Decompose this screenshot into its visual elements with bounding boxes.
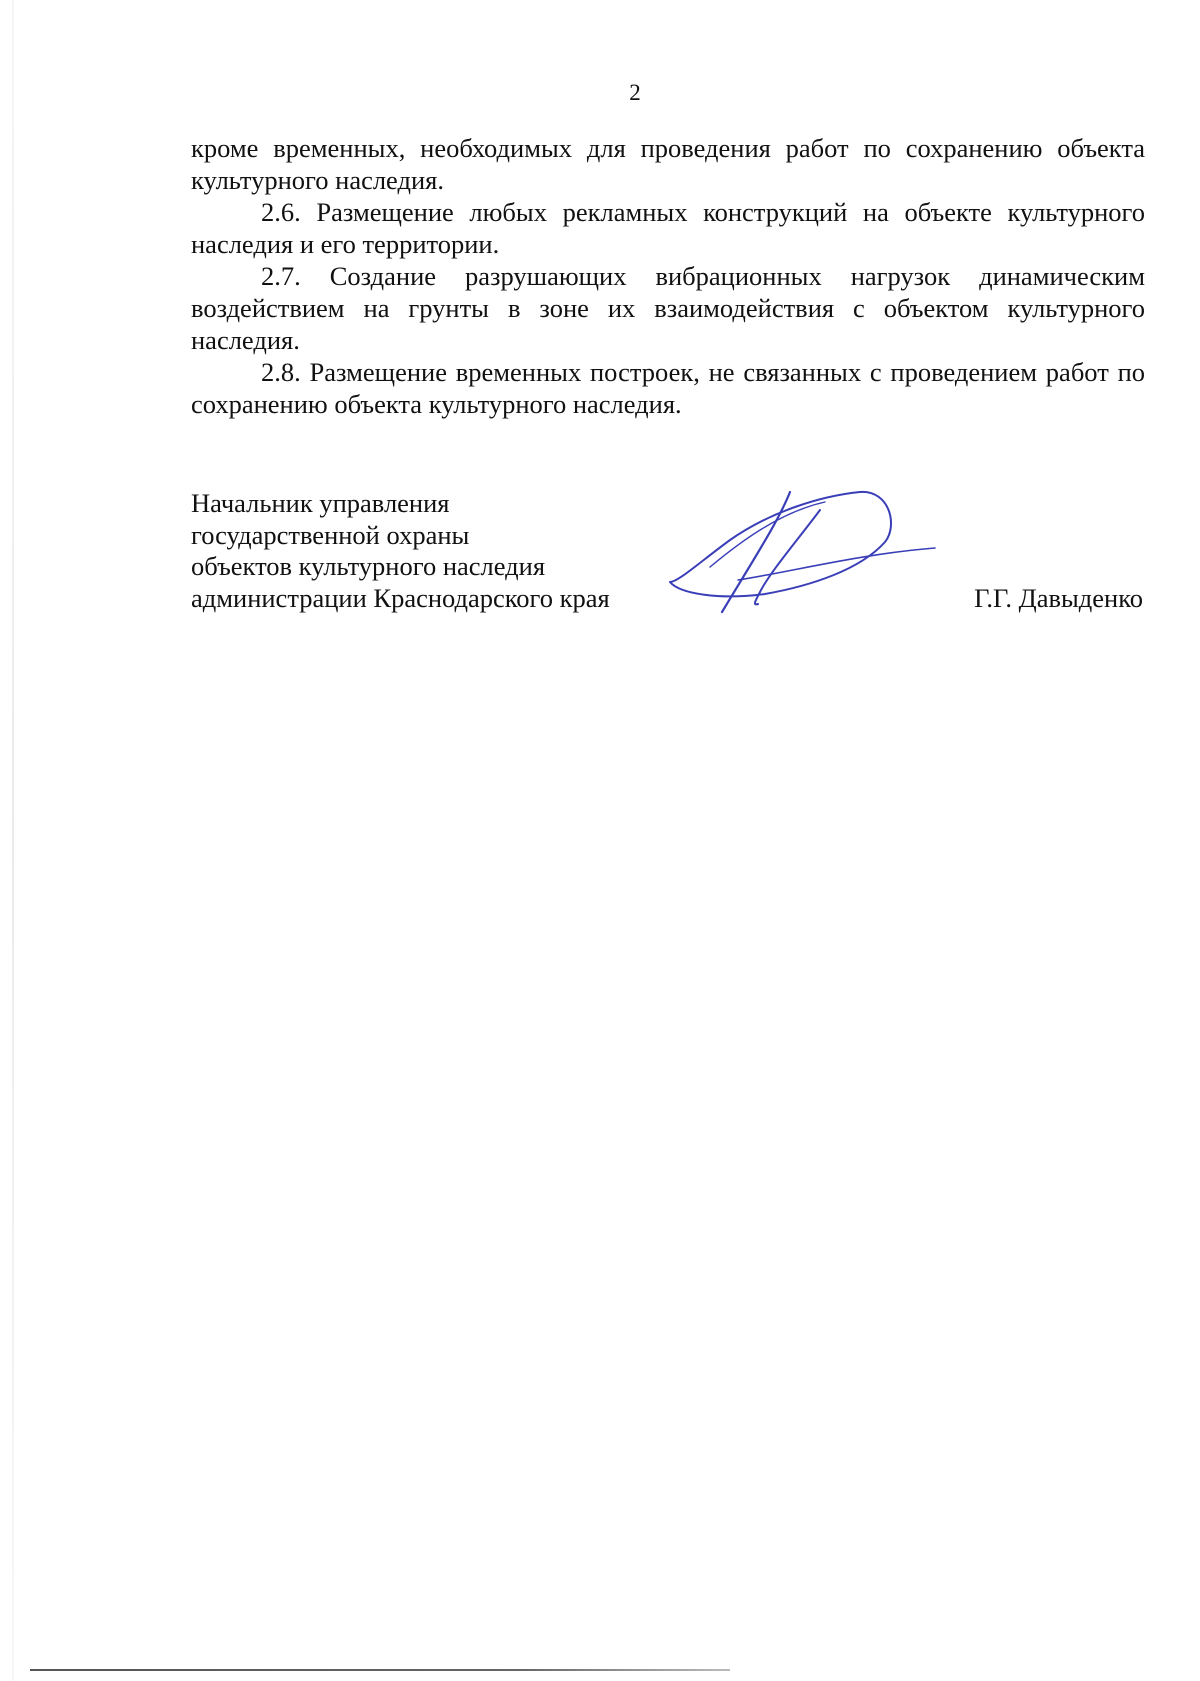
paragraph-item-2-6: 2.6. Размещение любых рекламных конструкций на объекте культурного наследия и его территории. [191,197,1145,259]
scan-edge-shadow [12,0,14,1681]
signer-position [191,488,610,614]
position-line: Начальник управления [191,488,450,518]
page-number: 2 [629,80,641,105]
paragraph-continuation: кроме временных, необходимых для проведения работ по сохранению объекта культурного наследия. [191,133,1145,195]
position-line: государственной охраны [191,519,470,550]
bottom-divider [30,1669,730,1671]
document-body [191,132,1145,420]
signer-name: Г.Г. Давыденко [974,583,1143,613]
paragraph-item-2-8: 2.8. Размещение временных построек, не связанных с проведением работ по сохранению объекта культурного наследия. [191,357,1145,419]
handwritten-signature [660,482,960,627]
position-line: объектов культурного наследия [191,551,546,581]
paragraph-item-2-7: 2.7. Создание разрушающих вибрационных нагрузок динамическим воздействием на грунты в зоне их взаимодействия с объектом культурного наследия. [191,261,1145,355]
position-line: администрации Краснодарского края [191,582,610,613]
